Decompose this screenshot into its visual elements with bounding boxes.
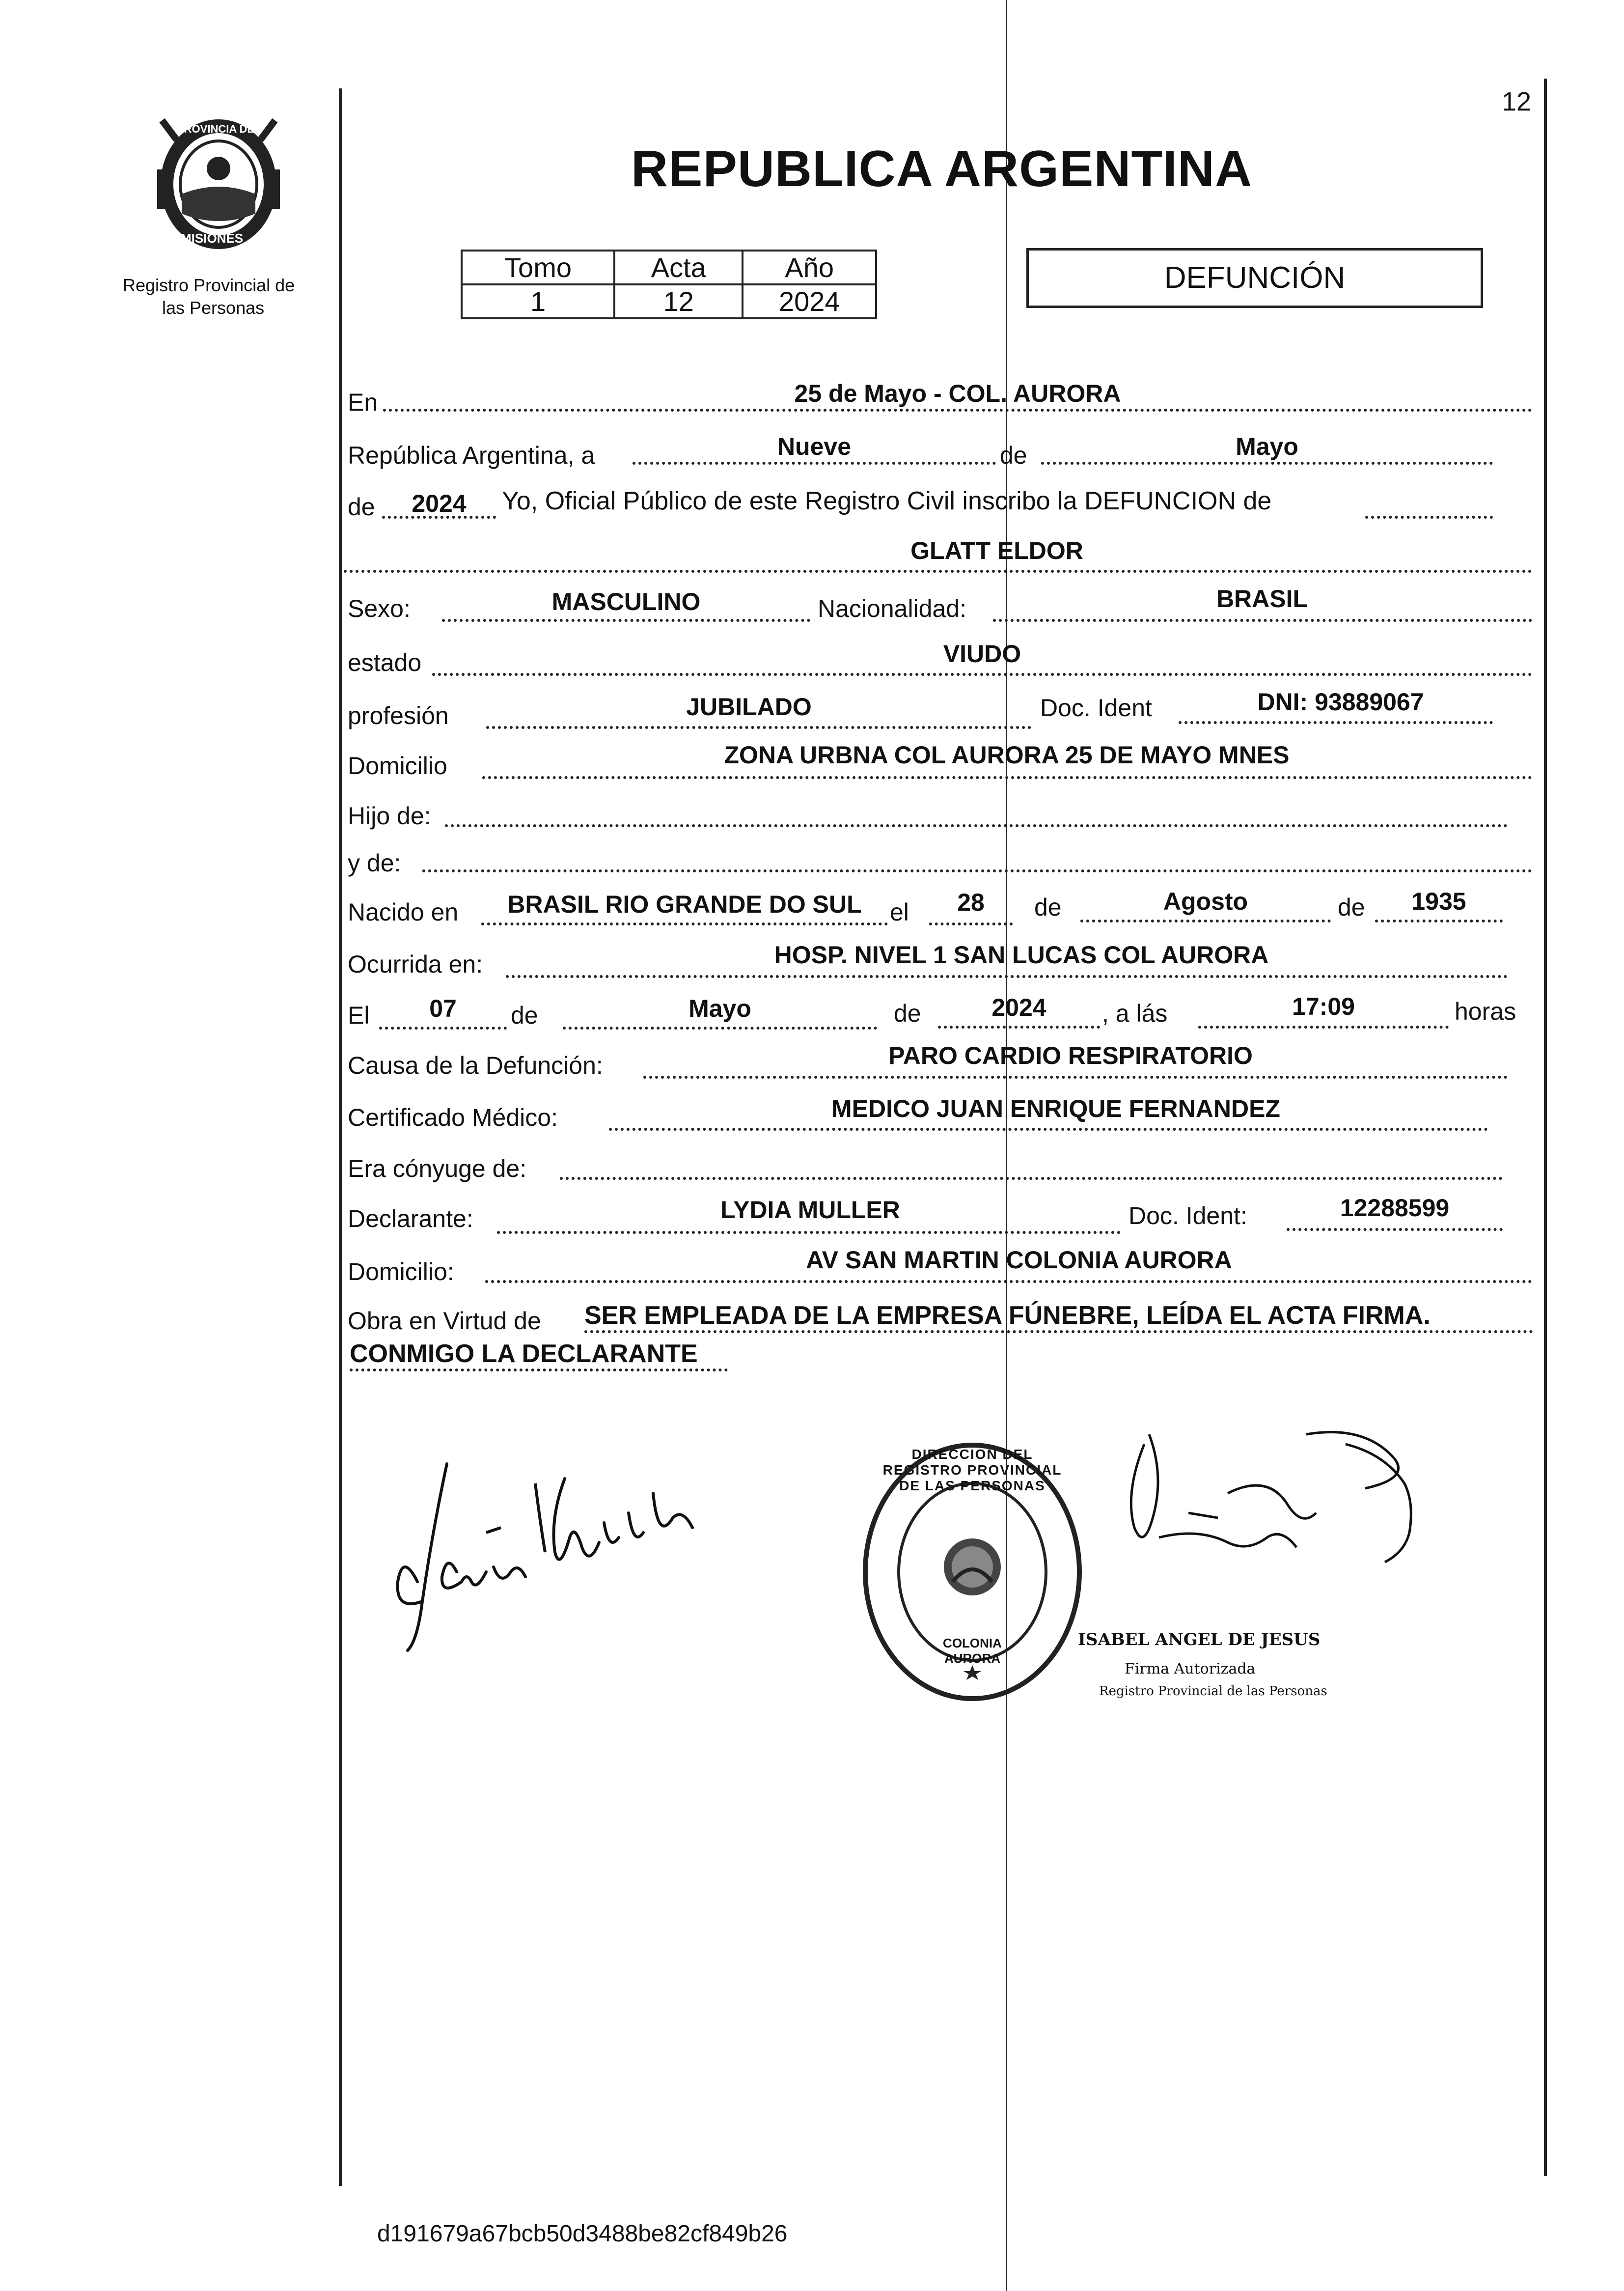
registry-stamp-outer-text: DIRECCION DEL REGISTRO PROVINCIAL DE LAS PERSONAS: [882, 1447, 1062, 1493]
field-domicilio: ZONA URBNA COL AURORA 25 DE MAYO MNES: [724, 741, 1290, 769]
label-el-cap: El: [348, 1002, 370, 1029]
field-hora: 17:09: [1292, 993, 1355, 1020]
label-de-4: de: [1338, 894, 1365, 921]
label-domicilio: Domicilio: [348, 752, 447, 780]
label-en: En: [348, 389, 378, 416]
label-certificado: Certificado Médico:: [348, 1104, 558, 1131]
label-el: el: [890, 898, 909, 926]
line-obra-virtud-1: [584, 1330, 1533, 1333]
register-value-acta: 12: [614, 284, 743, 318]
page-title: REPUBLICA ARGENTINA: [631, 140, 1253, 197]
field-nacido-dia: 28: [957, 889, 985, 916]
field-nacido-anio: 1935: [1411, 888, 1466, 915]
label-domicilio-2: Domicilio:: [348, 1258, 454, 1285]
label-estado: estado: [348, 649, 422, 676]
field-nacido-mes: Agosto: [1163, 888, 1248, 915]
line-hijo-de: [445, 824, 1508, 827]
field-declarante-doc: 12288599: [1340, 1194, 1450, 1222]
label-ocurrida-en: Ocurrida en:: [348, 950, 483, 978]
field-estado: VIUDO: [943, 640, 1021, 668]
field-obra-virtud-1: SER EMPLEADA DE LA EMPRESA FÚNEBRE, LEÍDA EL ACTA FIRMA.: [584, 1301, 1431, 1330]
label-yo-oficial: Yo, Oficial Público de este Registro Civil inscribo la DEFUNCION de: [502, 487, 1272, 515]
officer-signature: [1071, 1415, 1424, 1601]
label-hijo-de: Hijo de:: [348, 802, 431, 830]
label-de-2: de: [348, 493, 375, 521]
field-certificado: MEDICO JUAN ENRIQUE FERNANDEZ: [831, 1095, 1280, 1122]
label-de-1: de: [1000, 442, 1027, 469]
field-nacionalidad: BRASIL: [1216, 585, 1308, 613]
line-certificado: [609, 1128, 1488, 1131]
line-causa: [643, 1076, 1508, 1079]
officer-title: Firma Autorizada: [1125, 1660, 1256, 1677]
label-doc-ident-2: Doc. Ident:: [1129, 1202, 1247, 1229]
register-header-anio: Año: [743, 251, 876, 284]
line-nacido-anio: [1375, 920, 1503, 922]
field-dia: Nueve: [777, 433, 852, 460]
label-republica: República Argentina, a: [348, 442, 595, 469]
line-profesion: [486, 726, 1031, 729]
label-de-3: de: [1034, 894, 1062, 921]
label-nacido-en: Nacido en: [348, 898, 459, 926]
label-a-las: , a lás: [1102, 1000, 1168, 1027]
document-hash: d191679a67bcb50d3488be82cf849b26: [377, 2221, 788, 2247]
field-doc-ident: DNI: 93889067: [1257, 688, 1424, 716]
line-doc-ident: [1179, 721, 1493, 724]
register-value-tomo: 1: [462, 284, 614, 318]
field-fallec-anio: 2024: [991, 994, 1046, 1021]
line-hora: [1198, 1026, 1449, 1029]
field-anio: 2024: [412, 490, 467, 517]
field-fallec-dia: 07: [429, 995, 457, 1022]
line-y-de: [422, 869, 1532, 872]
field-declarante-domicilio: AV SAN MARTIN COLONIA AURORA: [806, 1246, 1232, 1274]
field-obra-virtud-2: CONMIGO LA DECLARANTE: [350, 1340, 698, 1368]
label-declarante: Declarante:: [348, 1205, 473, 1232]
line-obra-virtud-2: [350, 1369, 728, 1371]
field-declarante: LYDIA MULLER: [720, 1196, 900, 1224]
register-table: [461, 250, 877, 319]
center-fold-line: [1006, 0, 1007, 2291]
seal-province-label: PROVINCIA DE: [177, 123, 255, 135]
line-ocurrida-en: [506, 975, 1508, 978]
page-number: 12: [1502, 87, 1532, 116]
label-horas: horas: [1455, 998, 1516, 1025]
register-value-anio: 2024: [743, 284, 876, 318]
registry-name-line1: Registro Provincial de: [123, 275, 295, 295]
label-de-6: de: [894, 1000, 921, 1027]
left-margin-rule: [339, 88, 342, 2186]
label-profesion: profesión: [348, 702, 449, 729]
field-nacido-lugar: BRASIL RIO GRANDE DO SUL: [507, 891, 862, 918]
label-de-5: de: [511, 1002, 538, 1029]
line-nombre: [344, 570, 1532, 573]
officer-registry: Registro Provincial de las Personas: [1099, 1684, 1327, 1699]
registry-name-line2: las Personas: [162, 298, 265, 318]
line-estado: [432, 673, 1532, 676]
act-type-box: [1026, 248, 1483, 308]
field-sexo: MASCULINO: [551, 588, 701, 615]
line-nacionalidad: [993, 619, 1532, 622]
line-nombre-start: [1365, 516, 1493, 519]
field-fallec-mes: Mayo: [688, 995, 751, 1022]
line-fallec-mes: [563, 1027, 877, 1030]
field-profesion: JUBILADO: [686, 693, 812, 721]
line-fallec-anio: [938, 1026, 1100, 1029]
field-causa: PARO CARDIO RESPIRATORIO: [888, 1042, 1253, 1069]
line-sexo: [442, 619, 810, 622]
registry-stamp-inner-text: COLONIA AURORA: [943, 1636, 1002, 1666]
line-lugar: [383, 409, 1532, 412]
line-declarante-doc: [1287, 1228, 1503, 1231]
line-dia: [633, 462, 996, 465]
label-nacionalidad: Nacionalidad:: [818, 595, 966, 622]
label-conyuge: Era cónyuge de:: [348, 1155, 527, 1182]
officer-name: ISABEL ANGEL DE JESUS: [1078, 1630, 1321, 1649]
field-ocurrida-en: HOSP. NIVEL 1 SAN LUCAS COL AURORA: [774, 941, 1269, 969]
field-lugar: 25 de Mayo - COL. AURORA: [794, 380, 1121, 407]
line-nacido-mes: [1080, 920, 1331, 922]
act-type-label: DEFUNCIÓN: [1164, 261, 1346, 295]
register-header-tomo: Tomo: [462, 251, 614, 284]
label-doc-ident: Doc. Ident: [1040, 694, 1152, 722]
declarant-signature: [388, 1454, 732, 1660]
line-declarante: [497, 1231, 1121, 1234]
line-declarante-domicilio: [485, 1280, 1532, 1283]
right-margin-rule: [1544, 79, 1547, 2176]
line-domicilio: [482, 776, 1532, 779]
field-mes: Mayo: [1236, 433, 1298, 460]
label-obra-virtud: Obra en Virtud de: [348, 1307, 541, 1335]
line-nacido-lugar: [481, 922, 888, 925]
line-nacido-dia: [929, 922, 1013, 925]
label-causa: Causa de la Defunción:: [348, 1052, 603, 1079]
line-fallec-dia: [379, 1027, 507, 1030]
label-y-de: y de:: [348, 849, 401, 877]
label-sexo: Sexo:: [348, 595, 411, 622]
line-mes: [1041, 462, 1493, 465]
seal-name-label: MISIONES: [181, 231, 244, 246]
field-nombre: GLATT ELDOR: [910, 537, 1083, 564]
line-conyuge: [560, 1177, 1503, 1180]
register-header-acta: Acta: [614, 251, 743, 284]
